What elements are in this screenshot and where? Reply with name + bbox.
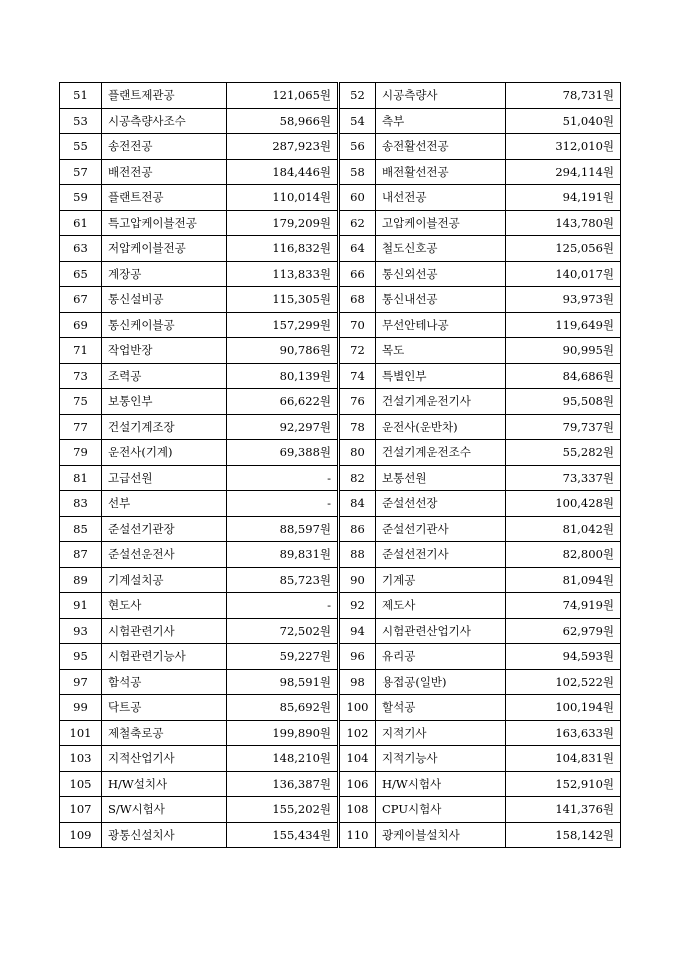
job-name-cell: 지적기사 [376,720,506,746]
wage-cell: 81,094원 [506,567,621,593]
job-number-cell: 69 [60,312,102,338]
wage-cell: 69,388원 [227,440,339,466]
job-number-cell: 73 [60,363,102,389]
table-row [60,593,621,619]
job-name-cell: 시험관련기사 [102,618,227,644]
job-name-cell: 운전사(운반차) [376,414,506,440]
wage-cell: 78,731원 [506,83,621,109]
job-name-cell: 송전활선전공 [376,134,506,160]
wage-cell: 94,593원 [506,644,621,670]
job-name-cell: 고압케이블전공 [376,210,506,236]
job-number-cell: 96 [339,644,376,670]
wage-cell: 80,139원 [227,363,339,389]
table-row [60,108,621,134]
wage-cell: 62,979원 [506,618,621,644]
table-row [60,822,621,848]
job-name-cell: 할석공 [376,695,506,721]
job-number-cell: 81 [60,465,102,491]
job-name-cell: 준설선선장 [376,491,506,517]
job-number-cell: 98 [339,669,376,695]
wage-cell: 110,014원 [227,185,339,211]
job-number-cell: 80 [339,440,376,466]
job-number-cell: 57 [60,159,102,185]
job-name-cell: 준설선운전사 [102,542,227,568]
job-number-cell: 86 [339,516,376,542]
job-name-cell: 준설선기관사 [376,516,506,542]
job-number-cell: 104 [339,746,376,772]
job-number-cell: 54 [339,108,376,134]
job-number-cell: 66 [339,261,376,287]
wage-cell: 95,508원 [506,389,621,415]
job-name-cell: 시험관련산업기사 [376,618,506,644]
job-name-cell: 측부 [376,108,506,134]
job-number-cell: 105 [60,771,102,797]
job-name-cell: 운전사(기계) [102,440,227,466]
wage-cell: 90,995원 [506,338,621,364]
wage-cell: 312,010원 [506,134,621,160]
job-number-cell: 61 [60,210,102,236]
job-number-cell: 95 [60,644,102,670]
job-number-cell: 79 [60,440,102,466]
job-name-cell: 제도사 [376,593,506,619]
wage-cell: 155,202원 [227,797,339,823]
table-row [60,516,621,542]
job-name-cell: 닥트공 [102,695,227,721]
wage-cell: 136,387원 [227,771,339,797]
job-number-cell: 107 [60,797,102,823]
wage-cell: 94,191원 [506,185,621,211]
wage-cell: 294,114원 [506,159,621,185]
table-row [60,695,621,721]
wage-cell: 89,831원 [227,542,339,568]
wage-cell: 100,428원 [506,491,621,517]
wage-cell: 93,973원 [506,287,621,313]
job-number-cell: 82 [339,465,376,491]
wage-cell: 72,502원 [227,618,339,644]
wage-cell: 163,633원 [506,720,621,746]
job-number-cell: 58 [339,159,376,185]
job-name-cell: 시험관련기능사 [102,644,227,670]
job-name-cell: 통신설비공 [102,287,227,313]
job-name-cell: 계장공 [102,261,227,287]
table-row [60,414,621,440]
wage-cell: 66,622원 [227,389,339,415]
table-row [60,465,621,491]
job-name-cell: 건설기계조장 [102,414,227,440]
wage-cell: 152,910원 [506,771,621,797]
job-name-cell: 광케이블설치사 [376,822,506,848]
wage-cell: 74,919원 [506,593,621,619]
table-row [60,746,621,772]
job-name-cell: 작업반장 [102,338,227,364]
job-name-cell: 특고압케이블전공 [102,210,227,236]
job-name-cell: S/W시험사 [102,797,227,823]
job-number-cell: 51 [60,83,102,109]
job-number-cell: 65 [60,261,102,287]
job-number-cell: 89 [60,567,102,593]
job-number-cell: 90 [339,567,376,593]
job-name-cell: 선부 [102,491,227,517]
job-number-cell: 91 [60,593,102,619]
wage-cell: 81,042원 [506,516,621,542]
table-row [60,389,621,415]
job-number-cell: 76 [339,389,376,415]
table-row [60,542,621,568]
job-name-cell: 조력공 [102,363,227,389]
table-row [60,797,621,823]
job-number-cell: 64 [339,236,376,262]
table-row [60,440,621,466]
job-number-cell: 103 [60,746,102,772]
job-number-cell: 74 [339,363,376,389]
job-number-cell: 99 [60,695,102,721]
job-number-cell: 110 [339,822,376,848]
job-name-cell: 기계공 [376,567,506,593]
job-number-cell: 75 [60,389,102,415]
wage-cell: 92,297원 [227,414,339,440]
job-name-cell: 통신외선공 [376,261,506,287]
job-number-cell: 59 [60,185,102,211]
job-name-cell: 플랜트전공 [102,185,227,211]
table-row [60,771,621,797]
job-number-cell: 56 [339,134,376,160]
job-number-cell: 55 [60,134,102,160]
wage-cell: 51,040원 [506,108,621,134]
job-name-cell: 광통신설치사 [102,822,227,848]
wage-cell: 125,056원 [506,236,621,262]
table-row [60,210,621,236]
job-name-cell: 철도신호공 [376,236,506,262]
wage-cell: 104,831원 [506,746,621,772]
table-row [60,134,621,160]
job-number-cell: 67 [60,287,102,313]
job-name-cell: H/W설치사 [102,771,227,797]
wage-cell: 85,692원 [227,695,339,721]
job-number-cell: 94 [339,618,376,644]
wage-cell: 199,890원 [227,720,339,746]
job-number-cell: 97 [60,669,102,695]
job-name-cell: 배전활선전공 [376,159,506,185]
wage-cell: 143,780원 [506,210,621,236]
job-name-cell: 통신내선공 [376,287,506,313]
job-number-cell: 62 [339,210,376,236]
job-number-cell: 108 [339,797,376,823]
wage-cell: 184,446원 [227,159,339,185]
job-name-cell: 준설선전기사 [376,542,506,568]
wage-cell: 79,737원 [506,414,621,440]
job-name-cell: 배전전공 [102,159,227,185]
job-name-cell: CPU시험사 [376,797,506,823]
job-number-cell: 71 [60,338,102,364]
wage-cell: 85,723원 [227,567,339,593]
job-name-cell: 내선전공 [376,185,506,211]
wage-cell: - [227,491,339,517]
job-name-cell: 무선안테나공 [376,312,506,338]
job-name-cell: 지적기능사 [376,746,506,772]
job-number-cell: 109 [60,822,102,848]
wage-cell: 148,210원 [227,746,339,772]
job-name-cell: 건설기계운전기사 [376,389,506,415]
job-name-cell: 유리공 [376,644,506,670]
table-row [60,720,621,746]
table-row [60,312,621,338]
wage-cell: 140,017원 [506,261,621,287]
job-number-cell: 101 [60,720,102,746]
wage-cell: 73,337원 [506,465,621,491]
table-row [60,185,621,211]
wage-cell: 115,305원 [227,287,339,313]
wage-cell: 82,800원 [506,542,621,568]
job-name-cell: H/W시험사 [376,771,506,797]
job-number-cell: 68 [339,287,376,313]
wage-cell: 88,597원 [227,516,339,542]
table-row [60,159,621,185]
job-number-cell: 72 [339,338,376,364]
job-number-cell: 102 [339,720,376,746]
job-number-cell: 85 [60,516,102,542]
job-number-cell: 92 [339,593,376,619]
job-name-cell: 고급선원 [102,465,227,491]
wage-cell: 179,209원 [227,210,339,236]
wage-table [59,82,621,848]
job-name-cell: 함석공 [102,669,227,695]
table-row [60,363,621,389]
job-number-cell: 87 [60,542,102,568]
table-row [60,567,621,593]
wage-cell: 55,282원 [506,440,621,466]
job-number-cell: 100 [339,695,376,721]
wage-cell: - [227,465,339,491]
table-row [60,236,621,262]
job-number-cell: 60 [339,185,376,211]
job-name-cell: 제철축로공 [102,720,227,746]
table-row [60,287,621,313]
job-number-cell: 84 [339,491,376,517]
job-name-cell: 플랜트제관공 [102,83,227,109]
table-row [60,491,621,517]
table-row [60,261,621,287]
wage-cell: 157,299원 [227,312,339,338]
wage-cell: 98,591원 [227,669,339,695]
job-number-cell: 78 [339,414,376,440]
job-number-cell: 88 [339,542,376,568]
job-name-cell: 지적산업기사 [102,746,227,772]
job-number-cell: 70 [339,312,376,338]
job-number-cell: 106 [339,771,376,797]
job-name-cell: 기계설치공 [102,567,227,593]
wage-cell: 90,786원 [227,338,339,364]
job-name-cell: 현도사 [102,593,227,619]
job-name-cell: 시공측량사조수 [102,108,227,134]
wage-cell: 84,686원 [506,363,621,389]
job-number-cell: 93 [60,618,102,644]
wage-table-body [60,83,621,848]
wage-cell: 121,065원 [227,83,339,109]
wage-cell: 287,923원 [227,134,339,160]
wage-cell: 113,833원 [227,261,339,287]
wage-cell: 155,434원 [227,822,339,848]
wage-cell: 119,649원 [506,312,621,338]
wage-cell: 116,832원 [227,236,339,262]
wage-cell: 100,194원 [506,695,621,721]
table-row [60,83,621,109]
table-row [60,644,621,670]
job-name-cell: 용접공(일반) [376,669,506,695]
job-name-cell: 통신케이블공 [102,312,227,338]
job-number-cell: 83 [60,491,102,517]
job-number-cell: 53 [60,108,102,134]
wage-cell: 59,227원 [227,644,339,670]
job-name-cell: 건설기계운전조수 [376,440,506,466]
job-name-cell: 목도 [376,338,506,364]
job-name-cell: 준설선기관장 [102,516,227,542]
job-name-cell: 저압케이블전공 [102,236,227,262]
wage-cell: 102,522원 [506,669,621,695]
table-row [60,669,621,695]
wage-cell: 141,376원 [506,797,621,823]
wage-cell: - [227,593,339,619]
job-name-cell: 송전전공 [102,134,227,160]
job-name-cell: 보통선원 [376,465,506,491]
job-name-cell: 시공측량사 [376,83,506,109]
table-row [60,618,621,644]
job-number-cell: 63 [60,236,102,262]
job-number-cell: 52 [339,83,376,109]
job-number-cell: 77 [60,414,102,440]
table-row [60,338,621,364]
wage-cell: 158,142원 [506,822,621,848]
wage-cell: 58,966원 [227,108,339,134]
job-name-cell: 보통인부 [102,389,227,415]
job-name-cell: 특별인부 [376,363,506,389]
